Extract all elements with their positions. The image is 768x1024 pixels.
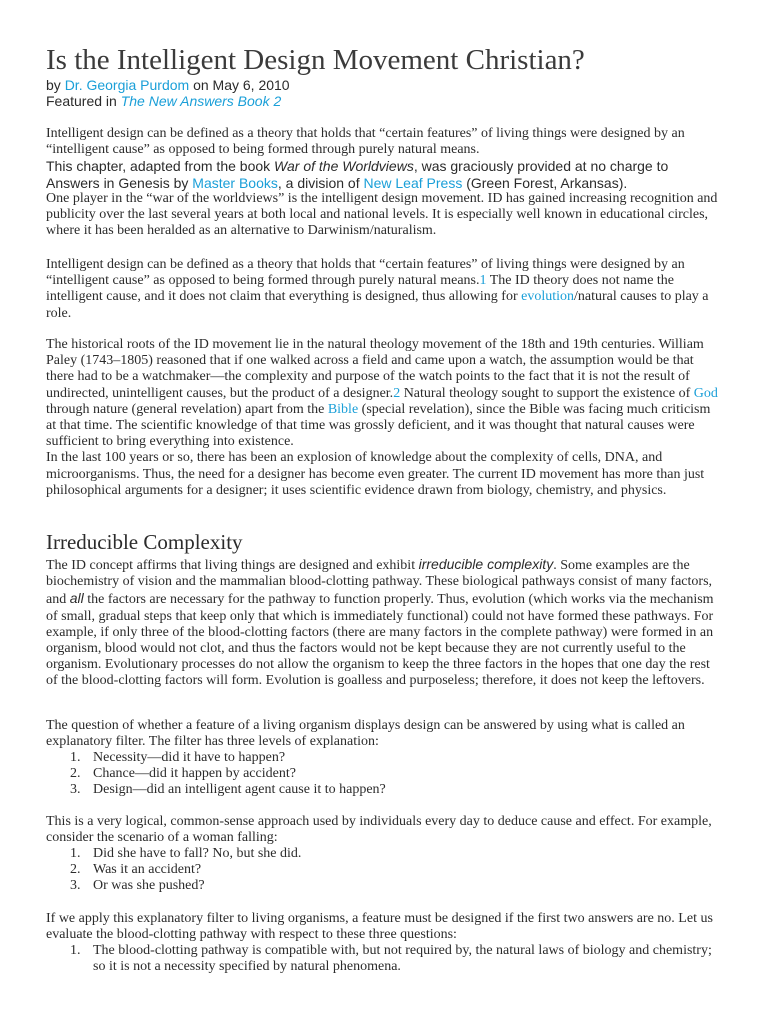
credit-book-title: War of the Worldviews (274, 158, 414, 175)
list-text: The blood-clotting pathway is compatible with, but not required by, the natural laws of biology and chemistry; so it is not a necessity specified by natural phenomena. (93, 943, 712, 975)
list-number: 1. (70, 750, 81, 765)
credit-text-c: , a division of (277, 174, 364, 191)
list-item (46, 766, 722, 782)
list-text: Was it an accident? (93, 862, 202, 878)
list-number: 1. (70, 943, 81, 958)
featured-book-link[interactable]: The New Answers Book 2 (120, 93, 282, 109)
apply-list (46, 943, 722, 975)
irreducible-emphasis: irreducible complexity (418, 556, 554, 572)
history-paragraph (46, 337, 722, 450)
list-number: 2. (70, 862, 81, 878)
definition-text-c: /natural causes to play a role. (46, 289, 709, 321)
list-item (46, 782, 722, 798)
credit-text-d: (Green Forest, Arkansas). (462, 174, 628, 191)
publish-date: on May 6, 2010 (189, 77, 290, 93)
woman-intro: This is a very logical, common-sense approach used by individuals every day to deduce cause and effect. For example, consider the scenario of a woman falling: (46, 814, 712, 846)
history-text-c: through nature (general revelation) apart from the (46, 401, 328, 417)
definition-text-b: The ID theory does not name the intelligent cause, and it does not claim that everything is designed, thus allowing for (46, 273, 675, 305)
evolution-link[interactable]: evolution (521, 289, 575, 305)
list-item (46, 862, 722, 878)
credit-text-a: This chapter, adapted from the book (46, 158, 275, 175)
irreducible-text-c: the factors are necessary for the pathway to function properly. Thus, evolution (which works via the mechanism of small, gradual steps that keep only that which is immediately functional) could not have formed these pathways. For example, if only three of the blood-clotting factors (there are many factors in the complete pathway) were formed in an organism, blood would not clot, and thus the factors would not be kept because they are not currently useful to the organism. Evolutionary processes do not allow the organism to keep the three factors in the hopes that one day the rest of the blood-clotting factors will form. Evolution is goalless and purposeless; therefore, it does not keep the leftovers. (46, 592, 714, 689)
history-text-a: The historical roots of the ID movement lie in the natural theology movement of the 18th and 19th centuries. William Paley (1743–1805) reasoned that if one walked across a field and came upon a watch, the assumption would be that there had to be a watchmaker—the complexity and purpose of the watch points to the fact that it is not the result of undirected, unintelligent causes, but the product of a designer. (46, 337, 704, 401)
list-number: 2. (70, 766, 81, 782)
definition-text-a: Intelligent design can be defined as a theory that holds that “certain features” of living things were designed by an “intelligent cause” as opposed to being formed through purely natural means. (46, 257, 685, 289)
list-item (46, 750, 722, 766)
irreducible-text-b: . Some examples are the biochemistry of vision and the mammalian blood-clotting pathway. These biological pathways consist of many factors, and (46, 558, 713, 608)
list-item (46, 878, 722, 894)
list-number: 3. (70, 782, 81, 798)
new-leaf-press-link[interactable]: New Leaf Press (363, 174, 463, 191)
bible-link[interactable]: Bible (327, 401, 359, 417)
master-books-link[interactable]: Master Books (192, 174, 278, 191)
worldviews-paragraph: One player in the “war of the worldviews” is the intelligent design movement. ID has gained increasing recognition and publicity over the last several years at both local and national levels. It is especially well known in educational circles, where it has been heralded as an alternative to Darwinism/naturalism. (46, 190, 718, 239)
intro-definition: Intelligent design can be defined as a theory that holds that “certain features” of living things were designed by an “intelligent cause” as opposed to being formed through purely natural means. (46, 126, 685, 158)
filter-intro: The question of whether a feature of a living organism displays design can be answered by using what is called an explanatory filter. The filter has three levels of explanation: (46, 718, 685, 750)
featured-prefix: Featured in (46, 93, 121, 109)
list-text: Necessity—did it have to happen? (93, 750, 286, 765)
list-text: Did she have to fall? No, but she did. (93, 846, 302, 861)
list-number: 1. (70, 846, 81, 861)
apply-intro: If we apply this explanatory filter to living organisms, a feature must be designed if the first two answers are no. Let us evaluate the blood-clotting pathway with respect to these three questions: (46, 911, 713, 943)
chapter-credit (46, 158, 722, 190)
list-number: 3. (70, 878, 81, 894)
history-text-d: (special revelation), since the Bible was facing much criticism at that time. The scientific knowledge of that time was grossly deficient, and it was thought that natural causes were sufficient to bring everything into existence. (46, 401, 711, 450)
byline-prefix: by (46, 77, 65, 93)
list-item (46, 943, 722, 975)
list-text: Chance—did it happen by accident? (93, 766, 296, 782)
list-text: Design—did an intelligent agent cause it to happen? (93, 782, 386, 798)
featured-in (46, 93, 281, 109)
filter-list (46, 750, 722, 799)
byline (46, 77, 290, 93)
author-link[interactable]: Dr. Georgia Purdom (64, 77, 190, 93)
knowledge-paragraph: In the last 100 years or so, there has been an explosion of knowledge about the complexity of cells, DNA, and microorganisms. Thus, the need for a designer has become even greater. The current ID movement has more than just philosophical arguments for a designer; it uses scientific evidence drawn from biology, chemistry, and physics. (46, 450, 705, 498)
list-item (46, 846, 722, 862)
footnote-2-link[interactable]: 2 (393, 385, 401, 401)
definition-paragraph (46, 257, 722, 322)
credit-text-b: , was graciously provided at no charge to Answers in Genesis by (46, 158, 669, 191)
irreducible-text-a: The ID concept affirms that living things are designed and exhibit (46, 558, 419, 573)
god-link[interactable]: God (693, 385, 718, 401)
intro-section (46, 126, 722, 239)
history-section (46, 337, 722, 499)
woman-list (46, 846, 722, 895)
footnote-1-link[interactable]: 1 (479, 273, 487, 289)
all-emphasis: all (69, 590, 84, 607)
irreducible-paragraph (46, 556, 722, 690)
list-text: Or was she pushed? (93, 878, 205, 894)
irreducible-complexity-heading: Irreducible Complexity (46, 530, 243, 554)
article-title: Is the Intelligent Design Movement Christian? (46, 44, 585, 76)
history-text-b: Natural theology sought to support the existence of (400, 385, 694, 401)
